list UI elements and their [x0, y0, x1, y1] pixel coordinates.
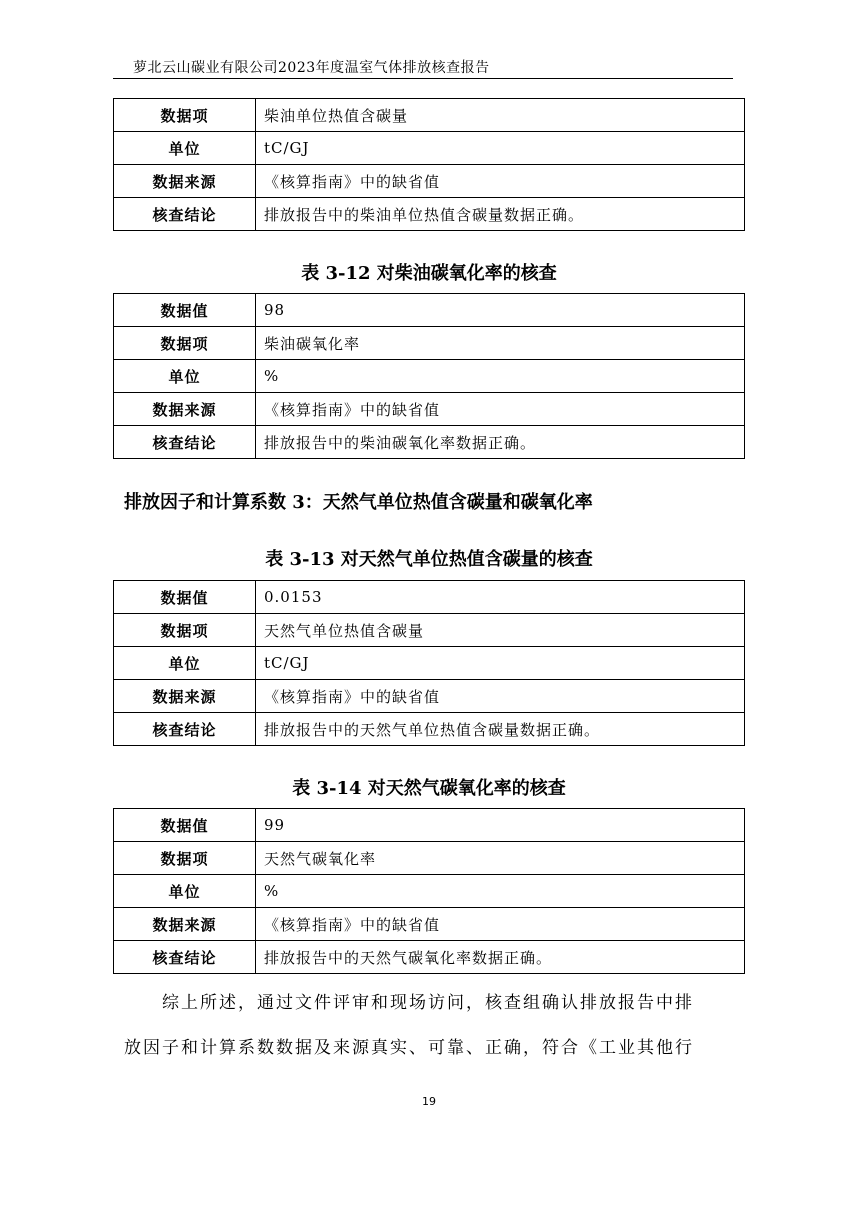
table-row — [114, 360, 745, 393]
row-label: 数据值 — [114, 809, 256, 842]
row-value: tC/GJ — [256, 647, 745, 680]
row-value: 排放报告中的天然气单位热值含碳量数据正确。 — [256, 713, 745, 746]
table-row — [114, 875, 745, 908]
row-label: 核查结论 — [114, 198, 256, 231]
table-natural-gas-oxidation-rate — [113, 808, 745, 974]
table-row — [114, 809, 745, 842]
table-row — [114, 614, 745, 647]
row-value: 99 — [256, 809, 745, 842]
row-value: 《核算指南》中的缺省值 — [256, 393, 745, 426]
row-label: 数据项 — [114, 327, 256, 360]
row-value: 排放报告中的柴油碳氧化率数据正确。 — [256, 426, 745, 459]
row-value: 98 — [256, 294, 745, 327]
table-diesel-oxidation-rate — [113, 293, 745, 459]
table-caption: 表 3-13 对天然气单位热值含碳量的核查 — [265, 549, 593, 570]
conclusion-paragraph-line-1: 综上所述，通过文件评审和现场访问，核查组确认排放报告中排 — [124, 993, 694, 1013]
row-value: 0.0153 — [256, 581, 745, 614]
page-number: 19 — [422, 1095, 436, 1108]
table-row — [114, 426, 745, 459]
table-row — [114, 165, 745, 198]
row-value: 柴油单位热值含碳量 — [256, 99, 745, 132]
table-caption: 表 3-12 对柴油碳氧化率的核查 — [301, 263, 557, 284]
row-label: 单位 — [114, 360, 256, 393]
table-diesel-carbon-content — [113, 98, 745, 231]
section-heading: 排放因子和计算系数 3：天然气单位热值含碳量和碳氧化率 — [124, 492, 593, 513]
row-value: tC/GJ — [256, 132, 745, 165]
row-label: 单位 — [114, 875, 256, 908]
row-label: 数据项 — [114, 614, 256, 647]
table-row — [114, 393, 745, 426]
table-row — [114, 99, 745, 132]
row-value: % — [256, 875, 745, 908]
table-natural-gas-carbon-content — [113, 580, 745, 746]
table-row — [114, 941, 745, 974]
row-label: 单位 — [114, 647, 256, 680]
row-label: 核查结论 — [114, 426, 256, 459]
running-header: 萝北云山碳业有限公司2023年度温室气体排放核查报告 — [133, 60, 490, 76]
table-row — [114, 581, 745, 614]
row-value: 《核算指南》中的缺省值 — [256, 908, 745, 941]
row-value: 柴油碳氧化率 — [256, 327, 745, 360]
row-label: 数据值 — [114, 581, 256, 614]
table-row — [114, 132, 745, 165]
table-row — [114, 842, 745, 875]
table-row — [114, 713, 745, 746]
row-value: 排放报告中的柴油单位热值含碳量数据正确。 — [256, 198, 745, 231]
row-label: 数据项 — [114, 842, 256, 875]
table-caption: 表 3-14 对天然气碳氧化率的核查 — [292, 778, 566, 799]
row-label: 数据来源 — [114, 165, 256, 198]
row-label: 核查结论 — [114, 941, 256, 974]
table-row — [114, 908, 745, 941]
row-value: 天然气单位热值含碳量 — [256, 614, 745, 647]
table-row — [114, 198, 745, 231]
conclusion-paragraph-line-2: 放因子和计算系数数据及来源真实、可靠、正确，符合《工业其他行 — [124, 1038, 694, 1058]
row-label: 数据项 — [114, 99, 256, 132]
row-label: 数据来源 — [114, 908, 256, 941]
row-label: 数据来源 — [114, 393, 256, 426]
row-value: % — [256, 360, 745, 393]
row-value: 天然气碳氧化率 — [256, 842, 745, 875]
table-row — [114, 327, 745, 360]
row-label: 核查结论 — [114, 713, 256, 746]
row-value: 排放报告中的天然气碳氧化率数据正确。 — [256, 941, 745, 974]
table-row — [114, 647, 745, 680]
row-label: 数据值 — [114, 294, 256, 327]
header-rule — [113, 78, 733, 79]
table-row — [114, 680, 745, 713]
row-value: 《核算指南》中的缺省值 — [256, 680, 745, 713]
row-label: 单位 — [114, 132, 256, 165]
table-row — [114, 294, 745, 327]
row-label: 数据来源 — [114, 680, 256, 713]
row-value: 《核算指南》中的缺省值 — [256, 165, 745, 198]
